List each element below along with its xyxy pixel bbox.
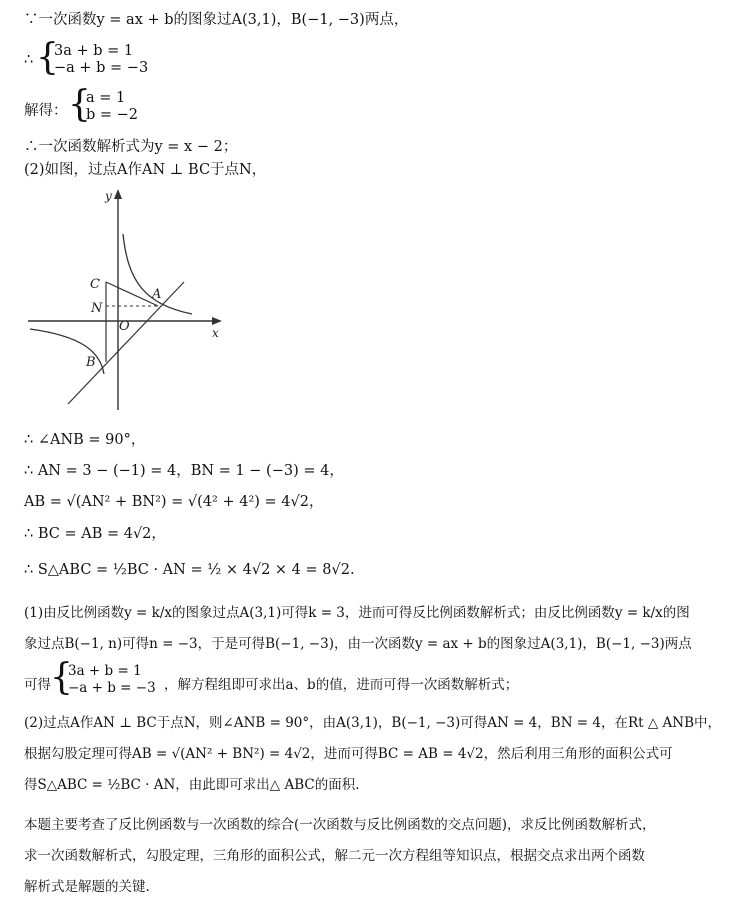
summary-line-1: 本题主要考查了反比例函数与一次函数的综合(一次函数与反比例函数的交点问题)，求反比例函数解析式， — [24, 817, 656, 833]
solve-label: 解得： — [24, 103, 68, 119]
line-bc: ∴ BC = AB = 4√2， — [24, 526, 166, 542]
line-ab: AB = √(AN² + BN²) = √(4² + 4²) = 4√2， — [24, 494, 324, 510]
analysis-line-6: 得S△ABC = ½BC · AN，由此即可求出△ ABC的面积. — [24, 777, 360, 793]
line-part2-intro: (2)如图，过点A作AN ⊥ BC于点N， — [24, 162, 267, 178]
analysis-part2 — [24, 708, 724, 801]
analysis-line-2: 象过点B(−1, n)可得n = −3，于是可得B(−1, −3)，由一次函数y = ax + b的图象过A(3,1)，B(−1, −3)两点 — [24, 636, 692, 652]
segment-CA — [106, 282, 158, 306]
point-B-label: B — [86, 355, 96, 370]
system-row-1: 3a + b = 1 — [54, 43, 134, 59]
line-given: ∵一次函数y = ax + b的图象过A(3,1)，B(−1, −3)两点， — [24, 12, 409, 28]
line-an-bn: ∴ AN = 3 − (−1) = 4，BN = 1 − (−3) = 4， — [24, 463, 344, 479]
brace: { — [68, 84, 91, 125]
analysis-line-4: (2)过点A作AN ⊥ BC于点N，则∠ANB = 90°，由A(3,1)，B(−1, −3)可得AN = 4，BN = 4，在Rt △ ANB中， — [24, 715, 722, 731]
analysis-system-prefix: 可得 — [24, 677, 51, 693]
brace: { — [50, 657, 73, 698]
origin-label: O — [119, 319, 130, 334]
coordinate-figure — [26, 186, 226, 411]
summary-section — [24, 810, 724, 903]
point-N-label: N — [91, 301, 103, 316]
system-row-2: −a + b = −3 — [54, 60, 149, 76]
x-axis-label: x — [212, 326, 219, 340]
equation-system-1 — [24, 37, 224, 80]
summary-line-2: 求一次函数解析式，勾股定理，三角形的面积公式，解二元一次方程组等知识点，根据交点求出两个函数 — [24, 848, 645, 864]
linear-function-line — [68, 282, 184, 404]
line-right-angle: ∴ ∠ANB = 90°， — [24, 432, 146, 448]
analysis-system-row-2: −a + b = −3 — [68, 680, 156, 696]
summary-line-3: 解析式是解题的关键. — [24, 879, 150, 895]
solution-row-1: a = 1 — [86, 90, 126, 106]
x-axis-arrow — [212, 317, 222, 325]
point-C-label: C — [90, 277, 100, 292]
line-area: ∴ S△ABC = ½BC · AN = ½ × 4√2 × 4 = 8√2. — [24, 562, 355, 578]
equation-solution — [24, 84, 224, 127]
analysis-section — [24, 598, 724, 660]
brace: { — [36, 37, 59, 78]
analysis-system — [24, 657, 584, 700]
y-axis-label: y — [105, 189, 112, 203]
line-linear-expression: ∴一次函数解析式为y = x − 2； — [24, 139, 238, 155]
therefore-symbol: ∴ — [24, 52, 34, 68]
point-A-label: A — [152, 287, 162, 302]
analysis-line-1: (1)由反比例函数y = k/x的图象过点A(3,1)可得k = 3，进而可得反比例函数解析式；由反比例函数y = k/x的图 — [24, 605, 690, 621]
analysis-line-5: 根据勾股定理可得AB = √(AN² + BN²) = 4√2，进而可得BC = AB = 4√2，然后利用三角形的面积公式可 — [24, 746, 673, 762]
solution-row-2: b = −2 — [86, 107, 139, 123]
analysis-system-suffix: ，解方程组即可求出a、b的值，进而可得一次函数解析式； — [164, 677, 519, 693]
analysis-system-row-1: 3a + b = 1 — [68, 663, 142, 679]
hyperbola-branch-upper — [123, 234, 192, 314]
y-axis-arrow — [114, 189, 122, 199]
